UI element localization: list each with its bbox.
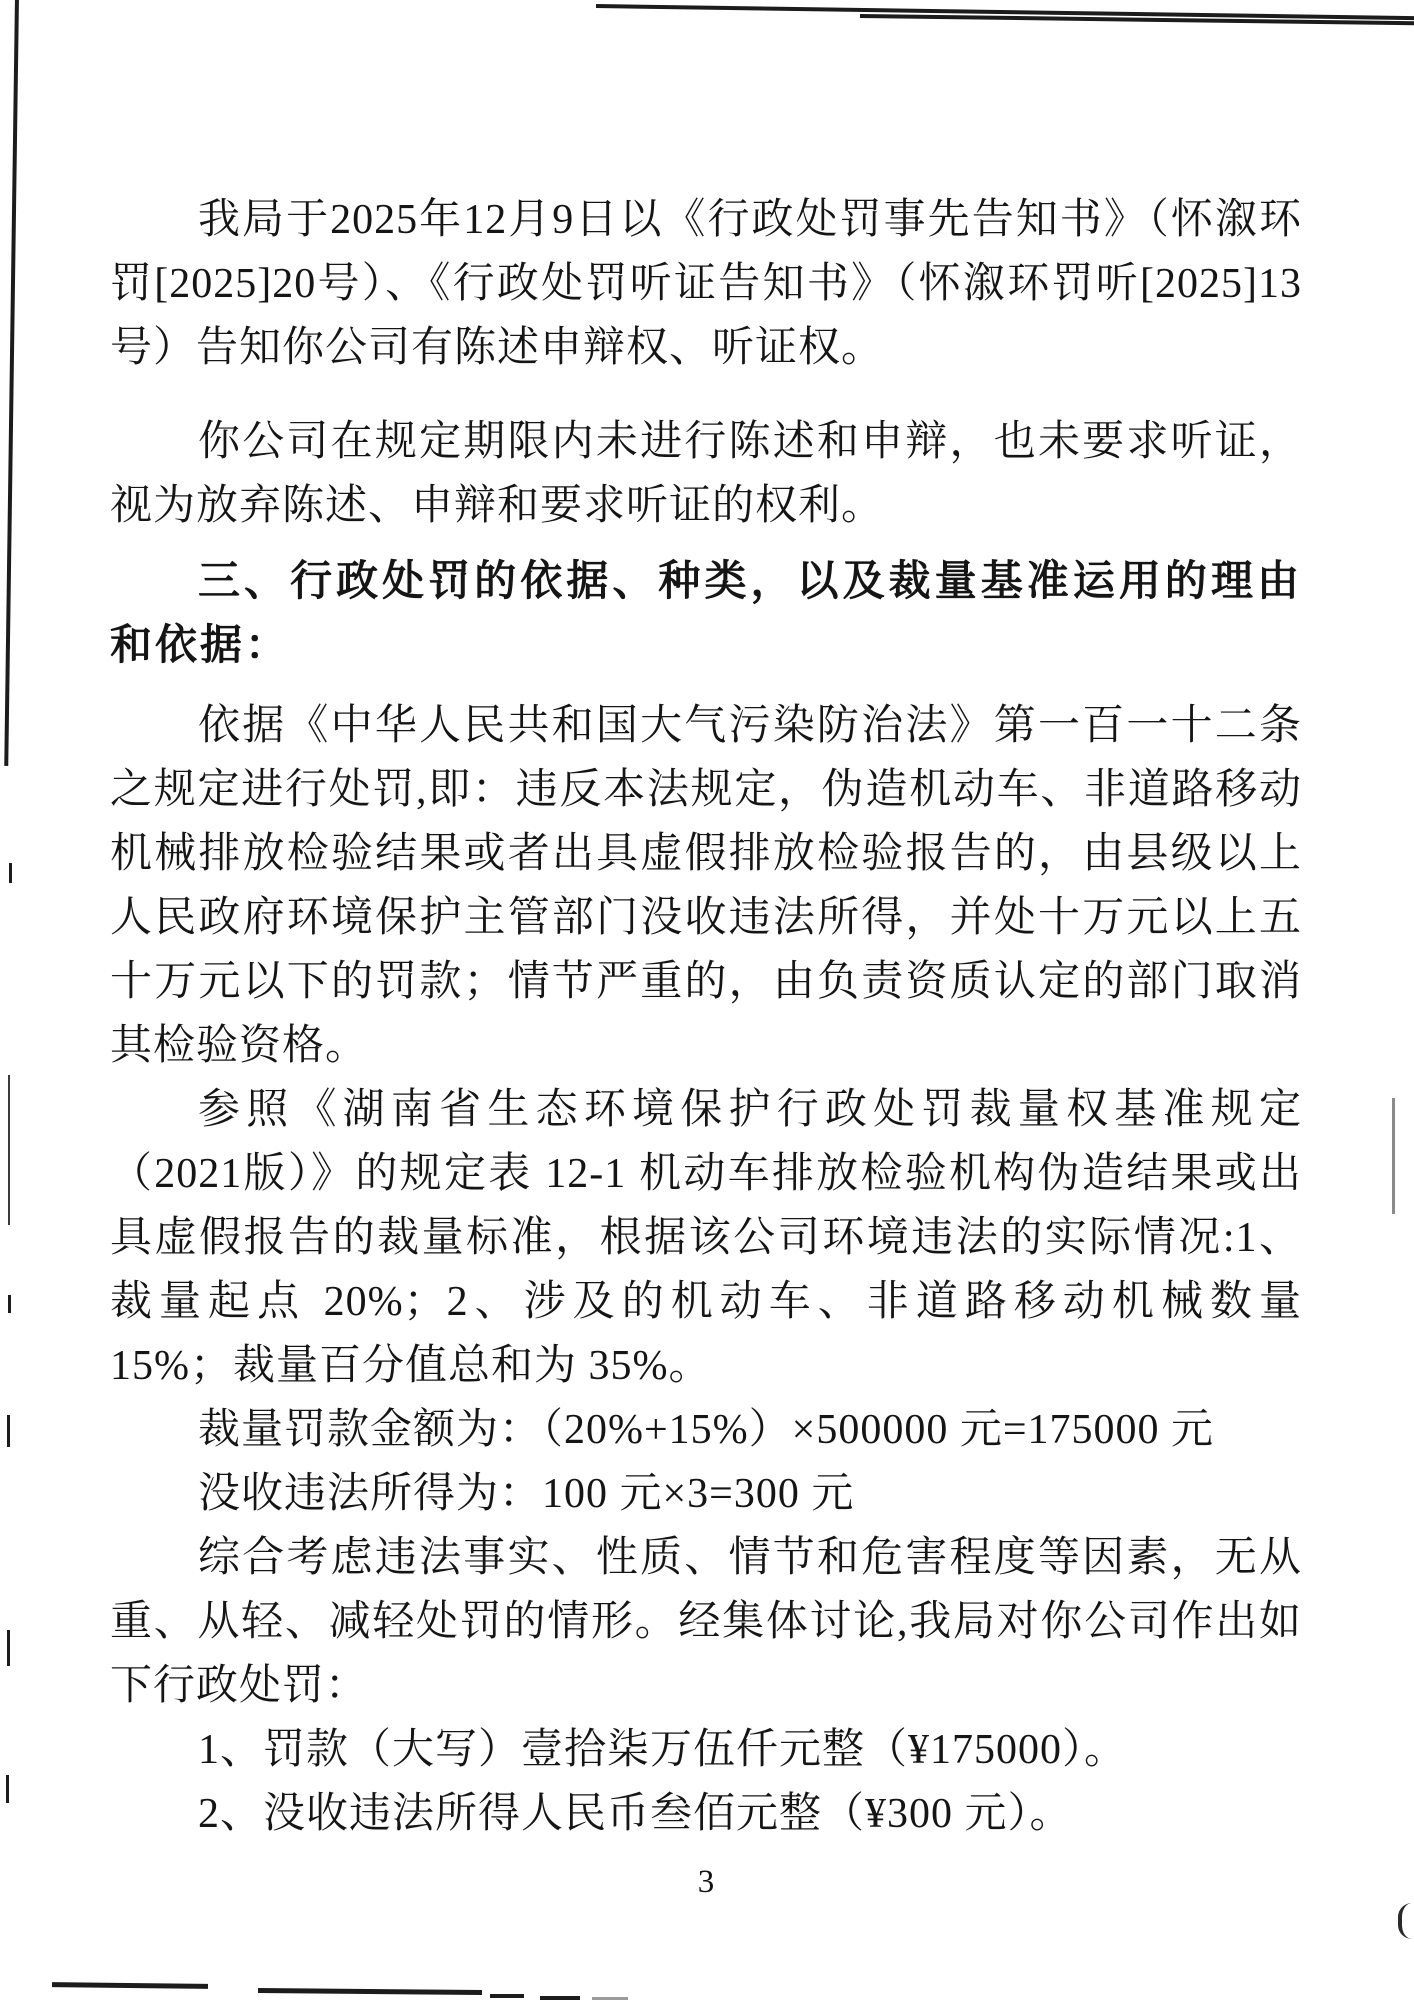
paragraph-waiver-of-rights: 你公司在规定期限内未进行陈述和申辩，也未要求听证，视为放弃陈述、申辩和要求听证的权利。 <box>110 419 1302 529</box>
paragraph-legal-basis: 依据《中华人民共和国大气污染防治法》第一百一十二条之规定进行处罚,即：违反本法规定，伪造机动车、非道路移动机械排放检验结果或者出具虚假排放检验报告的，由县级以上人民政府环境保护主管部门没收违法所得，并处十万元以上五十万元以下的罚款；情节严重的，由负责资质认定的部门取消其检验资格。 <box>110 703 1302 1069</box>
scan-artifact-right-curl <box>1398 1903 1414 1939</box>
paragraph-discretion-standard: 参照《湖南省生态环境保护行政处罚裁量权基准规定（2021版）》的规定表 12-1 机动车排放检验机构伪造结果或出具虚假报告的裁量标准，根据该公司环境违法的实际情况:1、裁量起点 20%；2、涉及的机动车、非道路移动机械数量 15%；裁量百分值总和为 35%。 <box>110 1087 1302 1389</box>
paragraph-notice-of-rights: 我局于2025年12月9日以《行政处罚事先告知书》（怀溆环罚[2025]20号）、《行政处罚听证告知书》（怀溆环罚听[2025]13号）告知你公司有陈述申辩权、听证权。 <box>110 197 1302 371</box>
paragraph-penalty-item-2: 2、没收违法所得人民币叁佰元整（¥300 元）。 <box>198 1791 1073 1837</box>
scan-artifact-right-dash <box>1392 1098 1395 1214</box>
scan-artifact-bottom-line <box>490 1994 524 1998</box>
page-number: 3 <box>697 1864 715 1900</box>
scan-artifact-left-dash <box>8 1075 10 1225</box>
scan-artifact-bottom-line <box>258 1988 482 1995</box>
paragraph-confiscation-calculation: 没收违法所得为：100 元×3=300 元 <box>198 1471 855 1517</box>
paragraph-fine-calculation: 裁量罚款金额为：（20%+15%）×500000 元=175000 元 <box>198 1407 1215 1453</box>
scan-artifact-left-dash <box>6 1775 9 1803</box>
section-heading-penalty-basis: 三、行政处罚的依据、种类，以及裁量基准运用的理由和依据： <box>110 559 1302 669</box>
scan-artifact-bottom-line <box>52 1982 208 1989</box>
scan-artifact-left-dash <box>8 1295 11 1313</box>
paragraph-collective-decision: 综合考虑违法事实、性质、情节和危害程度等因素，无从重、从轻、减轻处罚的情形。经集体讨论,我局对你公司作出如下行政处罚： <box>110 1535 1302 1709</box>
document-body <box>110 188 1302 1846</box>
scan-artifact-left-edge <box>4 0 19 766</box>
scan-artifact-left-dash <box>7 1630 10 1666</box>
paragraph-penalty-item-1: 1、罚款（大写）壹拾柒万伍仟元整（¥175000）。 <box>198 1727 1128 1773</box>
scan-artifact-left-dash <box>9 863 12 883</box>
scan-artifact-bottom-line <box>540 1996 580 2000</box>
scan-artifact-left-dash <box>7 1415 10 1447</box>
